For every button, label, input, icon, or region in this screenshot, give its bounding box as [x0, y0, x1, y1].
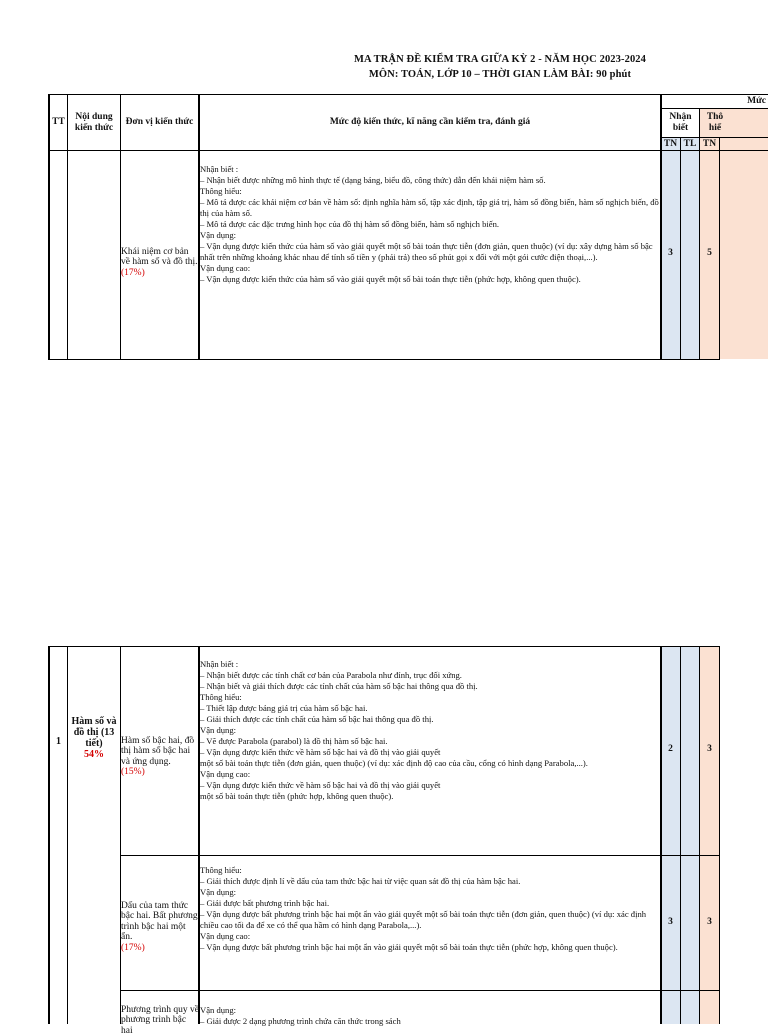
unit-name: Dấu của tam thức bậc hai. Bất phương trình bậc hai một ẩn. [121, 900, 198, 942]
header-thong-hieu: Thô hiể [706, 112, 724, 133]
skill-description: Thông hiểu: – Giải thích được định lí về dấu của tam thức bậc hai từ việc quan sát đồ thị của hàm bậc hai. Vận dụng: – Giải được bất phương trình bậc hai. – Vận dụng được bất phương trình bậc hai một ẩn vào giải quyết một số bài toán thực tiễn (đơn giản, quen thuộc) (ví dụ: xác định chiều cao tối đa để xe có thể qua hầm có hình dạng Parabola,...). Vận dụng cao: – Vận dụng được bất phương trình bậc hai một ẩn vào giải quyết một số bài toán thực tiễn (phức hợp, không quen thuộc). [200, 865, 647, 952]
thong-hieu-tn-count: 5 [707, 248, 712, 258]
nhan-biet-tn-count: 3 [668, 248, 673, 258]
unit-percent: (17%) [121, 942, 145, 953]
topic-cell [68, 716, 120, 760]
table-row [121, 236, 199, 278]
header-nhan-biet: Nhận biết [669, 112, 692, 133]
unit-name: Khái niệm cơ bản về hàm số và đồ thị. [121, 246, 198, 267]
topic-name: Hàm số và đồ thị (13 tiết) [71, 716, 117, 749]
header-don-vi: Đơn vị kiến thức [125, 117, 194, 127]
skill-description: Nhận biết : – Nhận biết được các tính chất cơ bản của Parabola như đỉnh, trục đối xứng. – Nhận biết và giải thích được các tính chất của hàm số bậc hai thông qua đồ thị. Thông hiểu: – Thiết lập được bảng giá trị của hàm số bậc hai. – Giải thích được các tính chất của hàm số bậc hai thông qua đồ thị. Vận dụng: – Vẽ được Parabola (parabol) là đồ thị hàm số bậc hai. – Vận dụng được kiến thức về hàm số bậc hai và đồ thị vào giải quyết một số bài toán thực tiễn (đơn giản, quen thuộc) (ví dụ: xác định độ cao của cầu, cổng có hình dạng Parabola,...). Vận dụng cao: – Vận dụng được kiến thức về hàm số bậc hai và đồ thị vào giải quyết một số bài toán thực tiễn (phức hợp, không quen thuộc). [200, 659, 588, 801]
table-row [121, 994, 199, 1036]
nhan-biet-tn-count: 2 [668, 744, 673, 754]
header-muc: Mức [747, 96, 766, 106]
header-th-tn: TN [702, 138, 717, 149]
thong-hieu-tn-count: 3 [707, 917, 712, 927]
table-row [121, 725, 199, 778]
thong-hieu-tn-count: 3 [707, 744, 712, 754]
header-nb-tn: TN [663, 138, 678, 149]
header-noi-dung: Nội dung kiến thức [74, 111, 114, 133]
document-title: MA TRẬN ĐỀ KIỂM TRA GIỮA KỲ 2 - NĂM HỌC 2023-2024 [353, 54, 646, 65]
topic-percent: 54% [84, 749, 104, 760]
header-nb-tl: TL [683, 138, 697, 149]
table-row [121, 890, 199, 953]
unit-percent: (15%) [121, 767, 145, 777]
topic-index: 1 [56, 736, 61, 747]
skill-description: Vận dụng: – Giải được 2 dạng phương trình chứa căn thức trong sách [200, 1005, 401, 1026]
unit-percent: (17%) [121, 267, 145, 278]
unit-name: Phương trình quy về phương trình bậc hai [121, 1004, 199, 1036]
nhan-biet-tn-count: 3 [668, 917, 673, 927]
header-tt: TT [52, 117, 65, 127]
unit-name: Hàm số bậc hai, đồ thị hàm số bậc hai và ứng dụng. [121, 735, 195, 767]
document-subtitle: MÔN: TOÁN, LỚP 10 – THỜI GIAN LÀM BÀI: 90 phút [368, 69, 632, 80]
skill-description: Nhận biết : – Nhận biết được những mô hình thực tế (dạng bảng, biểu đồ, công thức) dẫn đến khái niệm hàm số. Thông hiểu: – Mô tả được các khái niệm cơ bản về hàm số: định nghĩa hàm số, tập xác định, tập giá trị, hàm số đồng biến, hàm số nghịch biến, đồ thị của hàm số. – Mô tả được các đặc trưng hình học của đồ thị hàm số đồng biến, hàm số nghịch biến. Vận dụng: – Vận dụng được kiến thức của hàm số vào giải quyết một số bài toán thực tiễn (đơn giản, quen thuộc) (ví dụ: xây dựng hàm số bậc nhất trên những khoảng khác nhau để tính số tiền y (phải trả) theo số phút gọi x đối với một gói cước điện thoại,...). Vận dụng cao: – Vận dụng được kiến thức của hàm số vào giải quyết một số bài toán thực tiễn (phức hợp, không quen thuộc). [200, 164, 659, 284]
header-muc-do: Mức độ kiến thức, kĩ năng cần kiểm tra, đánh giá [329, 117, 531, 127]
